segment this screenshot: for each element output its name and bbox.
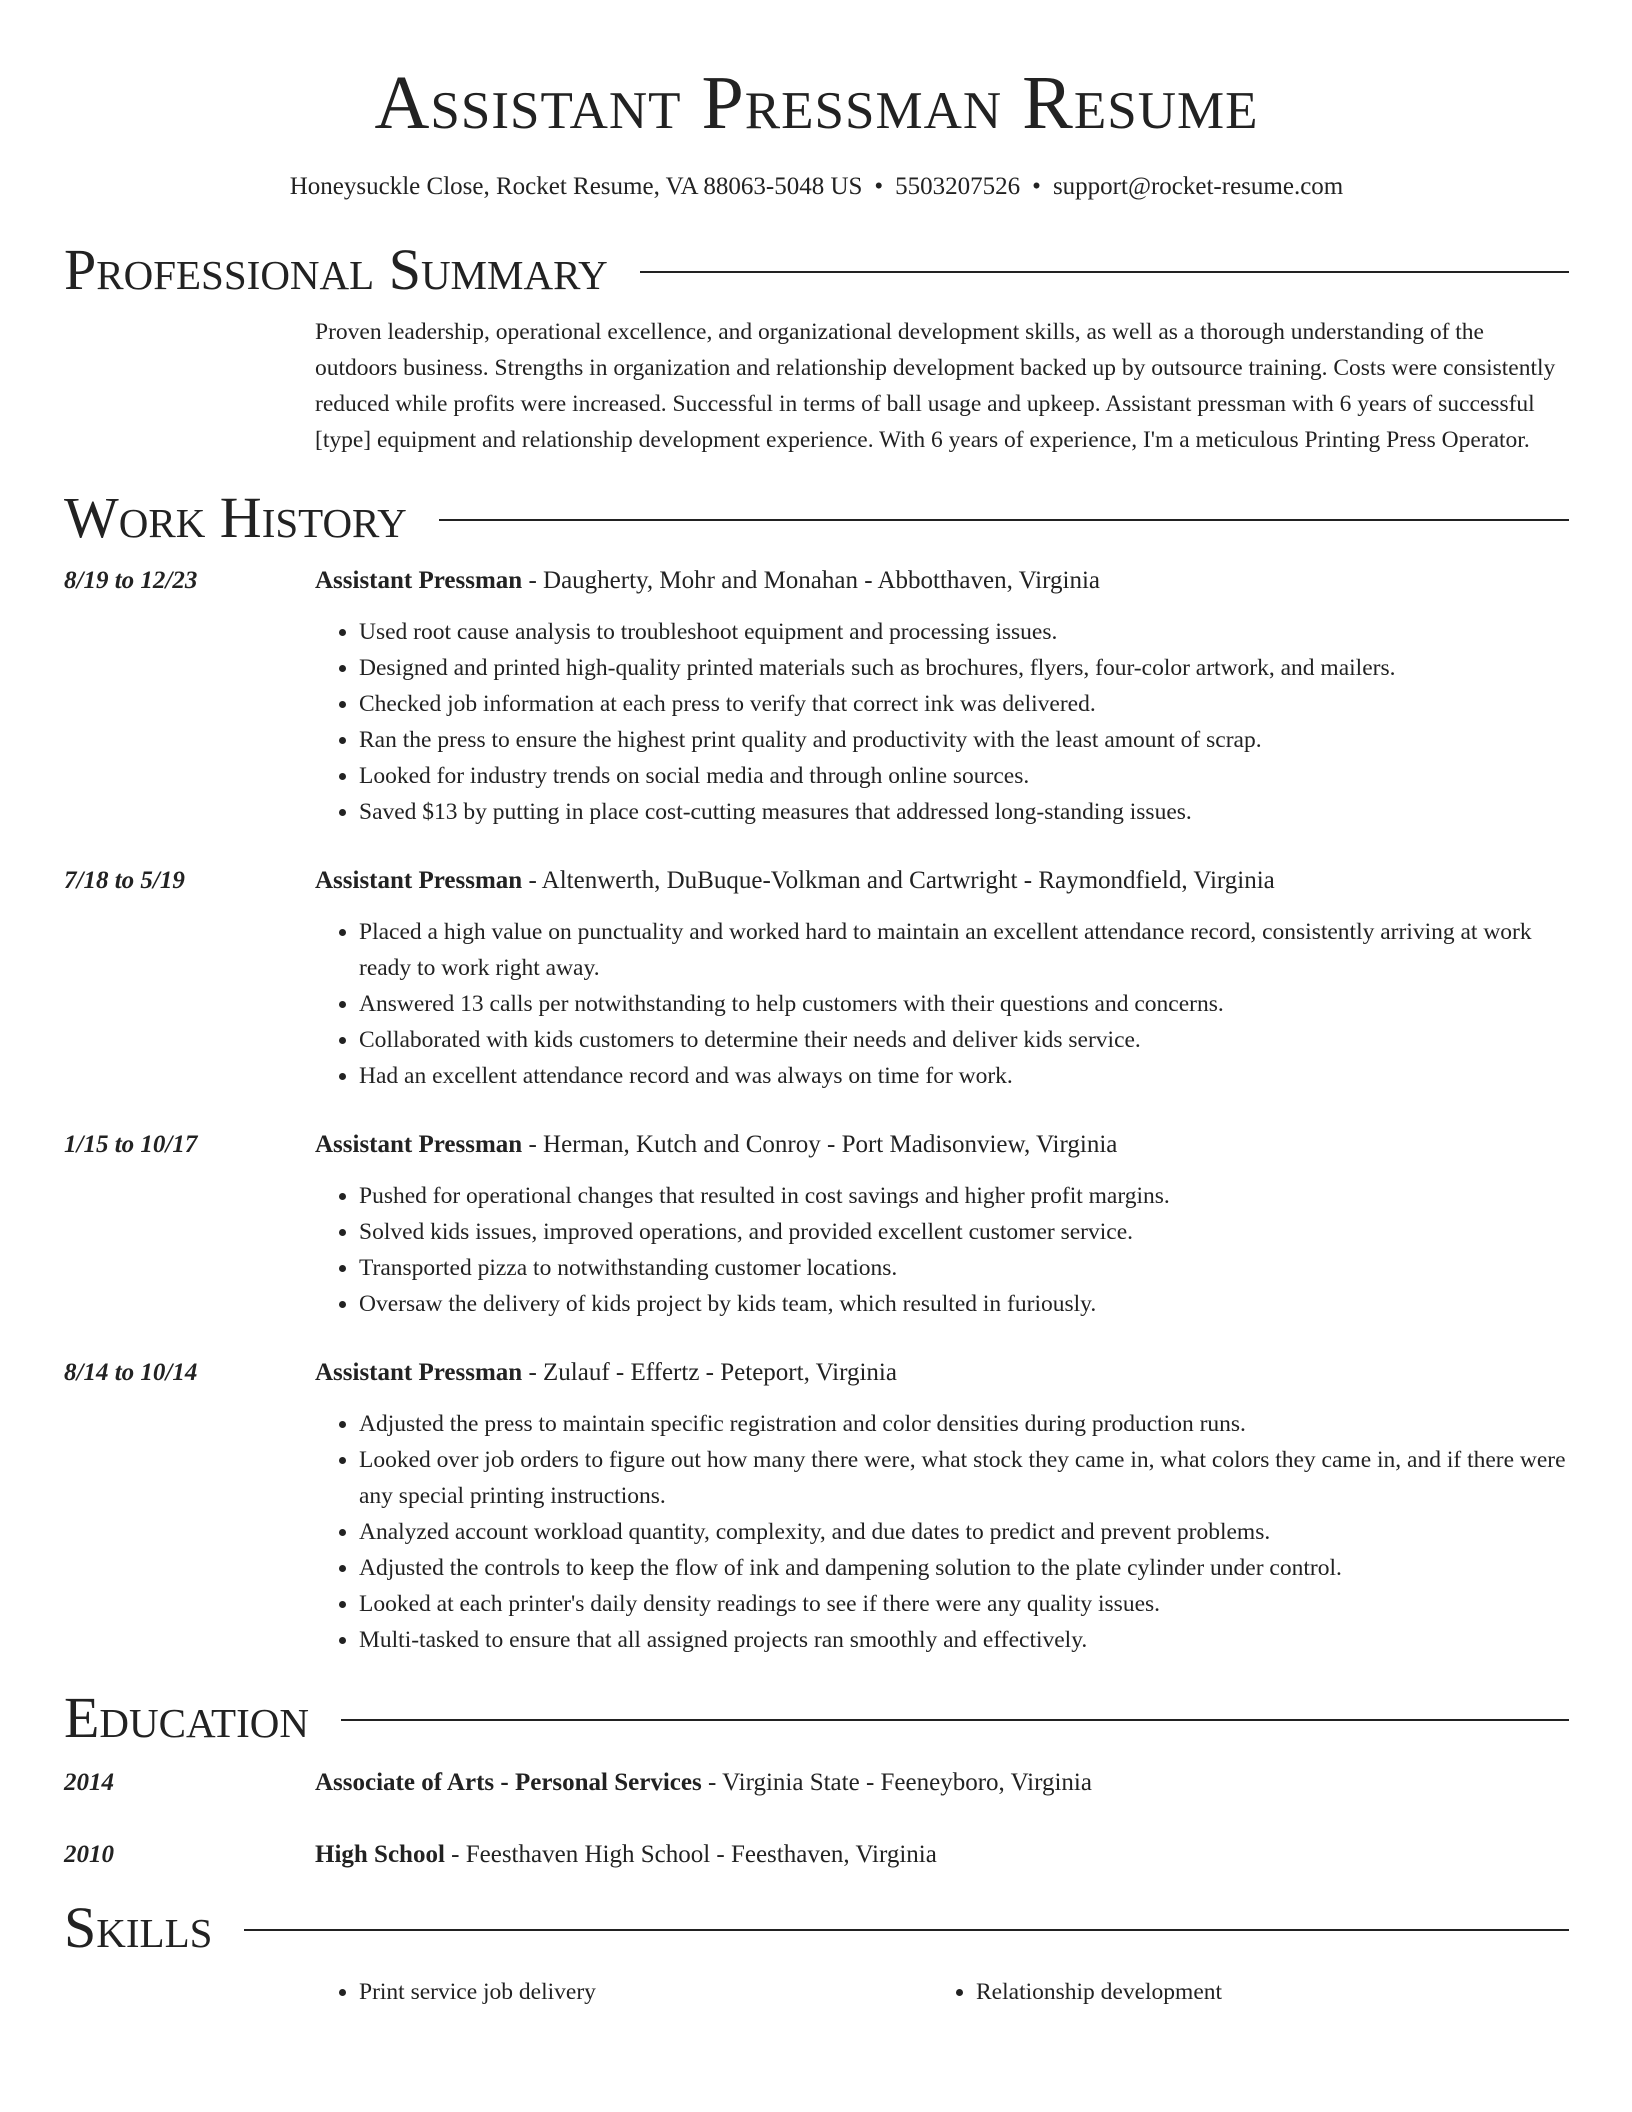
- education-school: - Virginia State - Feeneyboro, Virginia: [701, 1769, 1092, 1796]
- job-title-line: [315, 864, 1569, 898]
- education-entry: [64, 1838, 1569, 1872]
- job-employer: - Zulauf - Effertz - Peteport, Virginia: [522, 1359, 897, 1386]
- job-bullet: • Saved $13 by putting in place cost-cutting measures that addressed long-standing issues.: [359, 794, 1569, 830]
- job-role: Assistant Pressman: [315, 567, 523, 594]
- job-bullet: • Looked at each printer's daily density readings to see if there were any quality issues.: [359, 1586, 1569, 1622]
- education-year: 2010: [64, 1841, 114, 1868]
- job-entry: [64, 1356, 1569, 1658]
- education-school: - Feesthaven High School - Feesthaven, Virginia: [444, 1841, 937, 1868]
- job-bullet: • Oversaw the delivery of kids project by kids team, which resulted in furiously.: [359, 1286, 1569, 1322]
- contact-address: Honeysuckle Close, Rocket Resume, VA 88063-5048 US: [289, 173, 863, 200]
- section-divider: [244, 1929, 1569, 1931]
- job-bullets: [315, 1406, 1569, 1658]
- job-dates: 7/18 to 5/19: [64, 867, 185, 894]
- job-bullet: • Placed a high value on punctuality and worked hard to maintain an excellent attendance record, consistently arriving at work ready to work right away.: [359, 914, 1569, 986]
- job-bullet: • Transported pizza to notwithstanding customer locations.: [359, 1250, 1569, 1286]
- summary-section-header: [64, 236, 1569, 304]
- job-entry: [64, 564, 1569, 830]
- job-bullet: • Collaborated with kids customers to determine their needs and deliver kids service.: [359, 1022, 1569, 1058]
- education-heading: Education: [64, 1685, 309, 1750]
- job-body: [315, 864, 1569, 1094]
- job-bullet: • Ran the press to ensure the highest print quality and productivity with the least amount of scrap.: [359, 722, 1569, 758]
- job-bullet: • Multi-tasked to ensure that all assigned projects ran smoothly and effectively.: [359, 1622, 1569, 1658]
- job-bullet: • Adjusted the press to maintain specific registration and color densities during production runs.: [359, 1406, 1569, 1442]
- job-bullets: [315, 614, 1569, 830]
- job-body: [315, 1356, 1569, 1658]
- job-title-line: [315, 1128, 1569, 1162]
- job-bullet: • Answered 13 calls per notwithstanding to help customers with their questions and concerns.: [359, 986, 1569, 1022]
- section-divider: [341, 1719, 1569, 1721]
- resume-page: [64, 0, 1569, 2010]
- job-bullet: • Checked job information at each press to verify that correct ink was delivered.: [359, 686, 1569, 722]
- skills-section-header: [64, 1894, 1569, 1962]
- job-bullet: • Solved kids issues, improved operations, and provided excellent customer service.: [359, 1214, 1569, 1250]
- skills-column-right: [932, 1974, 1549, 2010]
- summary-heading: Professional Summary: [64, 237, 608, 302]
- education-line: [315, 1838, 1569, 1872]
- contact-phone: 5503207526: [895, 173, 1021, 200]
- job-bullet: • Looked over job orders to figure out how many there were, what stock they came in, what colors they came in, and if there were any special printing instructions.: [359, 1442, 1569, 1514]
- job-bullet: • Analyzed account workload quantity, complexity, and due dates to predict and prevent problems.: [359, 1514, 1569, 1550]
- contact-line: [64, 172, 1569, 202]
- skills-heading: Skills: [64, 1895, 213, 1960]
- summary-text: Proven leadership, operational excellence, and organizational development skills, as well as a thorough understanding of the outdoors business. Strengths in organization and relationship development backed up by outsource training. Costs were consistently reduced while profits were increased. Successful in terms of ball usage and upkeep. Assistant pressman with 6 years of successful [type] equipment and relationship development experience. With 6 years of experience, I'm a meticulous Printing Press Operator.: [315, 319, 1556, 453]
- education-section-header: [64, 1684, 1569, 1752]
- job-dates: 1/15 to 10/17: [64, 1131, 198, 1158]
- skills-list: [315, 1974, 1569, 2010]
- job-entry: [64, 864, 1569, 1094]
- job-body: [315, 564, 1569, 830]
- job-employer: - Daugherty, Mohr and Monahan - Abbotthaven, Virginia: [522, 567, 1100, 594]
- section-divider: [640, 271, 1569, 273]
- education-body: [315, 1838, 1569, 1872]
- education-degree: High School: [315, 1841, 445, 1868]
- job-bullet: • Used root cause analysis to troubleshoot equipment and processing issues.: [359, 614, 1569, 650]
- job-bullet: • Designed and printed high-quality printed materials such as brochures, flyers, four-color artwork, and mailers.: [359, 650, 1569, 686]
- job-title-line: [315, 564, 1569, 598]
- job-bullet: • Pushed for operational changes that resulted in cost savings and higher profit margins.: [359, 1178, 1569, 1214]
- education-entry: [64, 1766, 1569, 1800]
- job-role: Assistant Pressman: [315, 1131, 523, 1158]
- job-employer: - Herman, Kutch and Conroy - Port Madisonview, Virginia: [522, 1131, 1118, 1158]
- job-dates: 8/19 to 12/23: [64, 567, 198, 594]
- job-dates: 8/14 to 10/14: [64, 1359, 198, 1386]
- skill-item: • Relationship development: [976, 1974, 1549, 2010]
- contact-email: support@rocket-resume.com: [1052, 173, 1344, 200]
- job-bullet: • Had an excellent attendance record and was always on time for work.: [359, 1058, 1569, 1094]
- job-bullets: [315, 914, 1569, 1094]
- education-body: [315, 1766, 1569, 1800]
- contact-separator: •: [1032, 173, 1041, 200]
- education-line: [315, 1766, 1569, 1800]
- job-role: Assistant Pressman: [315, 867, 523, 894]
- work-heading: Work History: [64, 485, 407, 550]
- section-divider: [439, 519, 1569, 521]
- job-entry: [64, 1128, 1569, 1322]
- education-degree: Associate of Arts - Personal Services: [315, 1769, 702, 1796]
- job-role: Assistant Pressman: [315, 1359, 523, 1386]
- skill-item: • Print service job delivery: [359, 1974, 932, 2010]
- job-bullet: • Looked for industry trends on social media and through online sources.: [359, 758, 1569, 794]
- education-year: 2014: [64, 1769, 114, 1796]
- resume-title: Assistant Pressman Resume: [374, 61, 1259, 145]
- work-section-header: [64, 484, 1569, 552]
- job-bullet: • Adjusted the controls to keep the flow of ink and dampening solution to the plate cylinder under control.: [359, 1550, 1569, 1586]
- job-bullets: [315, 1178, 1569, 1322]
- job-employer: - Altenwerth, DuBuque-Volkman and Cartwright - Raymondfield, Virginia: [522, 867, 1275, 894]
- job-body: [315, 1128, 1569, 1322]
- job-title-line: [315, 1356, 1569, 1390]
- skills-column-left: [315, 1974, 932, 2010]
- contact-separator: •: [874, 173, 884, 200]
